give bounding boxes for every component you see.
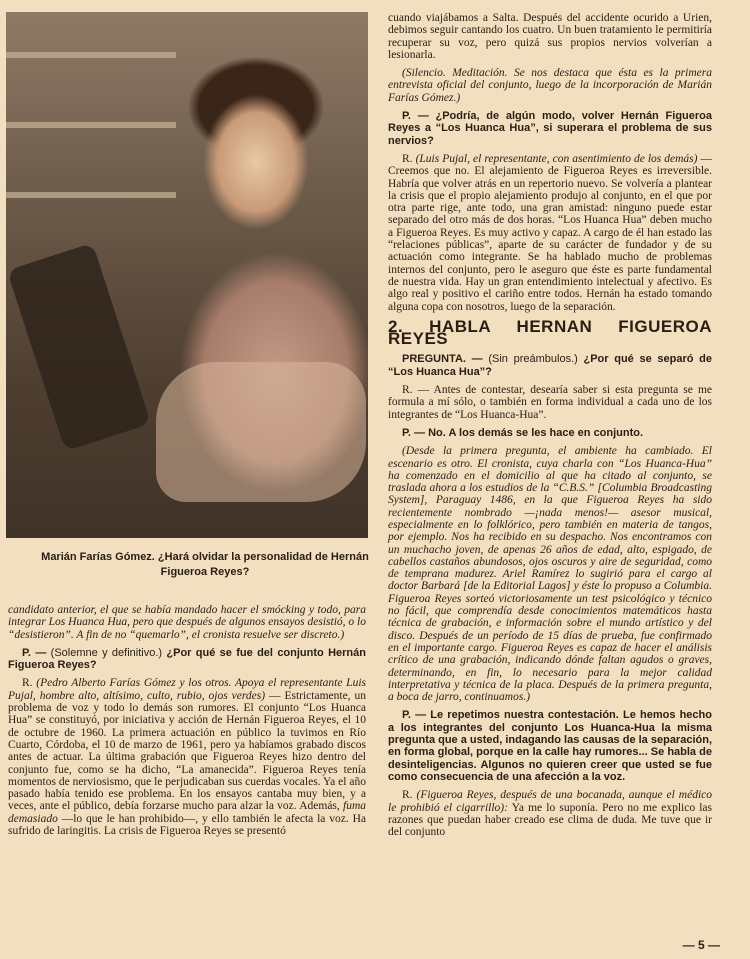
answer-aside: (Luis Pujal, el representante, con asentimiento de los demás): [415, 152, 698, 165]
question-label: PREGUNTA. —: [402, 353, 483, 366]
question-text: ¿Por qué se separó de “Los Huanca Hua”?: [388, 353, 712, 378]
answer-text: Ya me lo suponía. Pero no me explico las razones que puedan haber creado ese clima de duda. Me tuve que ir del conjunto: [388, 801, 712, 839]
paragraph: candidato anterior, el que se había mandado hacer el smócking y todo, para integrar Los Huanca Hua, pero que después de algunos ensayos desistió, o lo “desistieron”. A fin de no “quemarlo”, el cronista resuelve ser discreto.): [8, 604, 366, 641]
guitar-shape: [7, 243, 151, 452]
question-label: P. —: [22, 646, 47, 659]
right-column: [388, 12, 712, 844]
answer-label: R.: [22, 677, 33, 690]
question: [8, 647, 366, 672]
answer-label: R.: [402, 789, 413, 802]
bookshelf-shelf: [6, 122, 176, 128]
left-column: [8, 604, 366, 843]
answer-label: R.: [402, 152, 413, 165]
page-number: — 5 —: [682, 938, 720, 952]
bookshelf-shelf: [6, 52, 176, 58]
arm-shape: [156, 362, 366, 502]
question: P. — No. A los demás se les hace en conjunto.: [402, 426, 644, 439]
answer-text: — Estrictamente, un problema de voz y todo lo demás son rumores. El conjunto “Los Huanca Hua” se constituyó, por iniciativa y acción de Hernán Figueroa Reyes, el 10 de octubre de 1960. La primera actuación en público la tuvimos en Río Cuarto, Córdoba, el 10 de marzo de 1961, pero ya habíamos grabado discos antes de actuar. La última grabación que Figueroa Reyes hizo dentro del conjunto fue, como se ha dicho, “La amanecida”. Figueroa Reyes tenía momentos de nerviosismo, que le perjudicaban sus cuerdas vocales. Ya el año pasado había tenido ese problema. En los ensayos cantaba muy bien, y a veces, ante el público, debía forzarse mucho para alzar la voz. Además,: [8, 689, 367, 813]
question: P. — Le repetimos nuestra contestación. Le hemos hecho a los integrantes del conjunto Los Huanca-Hua la misma pregunta que a usted, indagando las causas de la separación, en forma global, porque en la calle hay rumores... Se habla de desinteligencias. Algunos no quieren creer que usted se fue como consecuencia de una afección a la voz.: [388, 709, 712, 783]
photo-caption: Marián Farías Gómez. ¿Hará olvidar la personalidad de Hernán Figueroa Reyes?: [41, 551, 369, 578]
answer-text-cont: —lo que le han prohibido—, y ello también le afecta la voz. Ha sufrido de laringitis. La crisis de Figueroa Reyes se presentó: [8, 812, 367, 838]
paragraph: cuando viajábamos a Salta. Después del accidente ocurido a Urien, debimos seguir cantando los cuatro. Un buen tratamiento le permitiría recuperar su voz, pero quizá sus propios nervios volverían a lesionarla.: [388, 12, 712, 61]
answer: R. — Antes de contestar, desearía saber si esta pregunta se me formula a mí sólo, o también en forma individual a cada uno de los integrantes de “Los Huanca-Hua”.: [388, 384, 712, 421]
answer: [388, 153, 712, 313]
section-heading: 2. HABLA HERNAN FIGUEROA REYES: [388, 316, 712, 349]
question-aside: (Solemne y definitivo.): [50, 646, 163, 659]
paragraph-aside: (Silencio. Meditación. Se nos destaca que ésta es la primera entrevista oficial del conjunto, luego de la incorporación de Marián Farías Gómez.): [388, 67, 712, 104]
paragraph-aside: (Desde la primera pregunta, el ambiente ha cambiado. El escenario es otro. El cronista, cuya charla con “Los Huanca-Hua” ha comenzado en el domicilio al que ha citado al conjunto, se traslada ahora a los estudios de la “C.B.S.” [Columbia Broadcasting System], Paraguay 1486, en la que Figueroa Reyes ha sido recientemente nombrado —¡nada menos!— asesor musical, especialmente en lo folklórico, pero también en materia de tangos, por ejemplo. Nos ha recibido en su despacho. Nos encontramos con un muchacho joven, de apenas 26 años de edad, alto, espigado, de cabellos castaños abundosos, ojos oscuros y aire de seguridad, como de temprana madurez. Ariel Ramírez lo sugirió para el cargo al doctor Barbará [de la Editorial Lagos] y éste lo propuso a Columbia. Figueroa Reyes sorteó victoriosamente un test psicológico y técnico no fácil, que comprendía desde conocimientos matemáticos hasta técnica de grabación, e información sobre el mundo artístico y del disco. Después de un período de 15 días de prueba, fue confirmado en el importante cargo. Figueroa Reyes es capaz de hacer el análisis crítico de una grabación, indicando dónde faltan agudos o graves, determinando, en fin, lo necesario para la mejor calidad interpretativa y técnica de la placa. Después de la primera pregunta, a boca de jarro, continuamos.): [388, 445, 712, 704]
portrait-photo: [6, 12, 368, 538]
answer: [8, 677, 366, 837]
answer-text: —Creemos que no. El alejamiento de Figueroa Reyes es irreversible. Habría que volver atrás en un repertorio nuevo. Se volvería a plantear la crisis que el propio alejamiento produjo al conjunto, en el que por otra parte rige, ante todo, una gran amistad: ninguno puede estar separado del otro más de dos horas. “Los Huanca Hua” deben mucho a Figueroa Reyes. Es muy activo y capaz. A cargo de él han estado las “relaciones públicas”, aparte de su carácter de fundador y de su actuación como integrante. Se ha hablado mucho de problemas internos del conjunto, pero le aseguro que éste es parte fundamental de nuestra vida. Hay un gran entendimiento intelectual y afectivo. Es algo real y positivo el cariño entre todos. Hernán ha estado tomando alguna copa con nosotros, luego de la separación.: [388, 152, 713, 313]
answer: [388, 789, 712, 838]
question: [388, 353, 712, 378]
answer-aside: (Pedro Alberto Farías Gómez y los otros. Apoya el representante Luis Pujal, hombre alto, altísimo, culto, rubio, ojos verdes): [8, 677, 366, 702]
question-aside: (Sin preámbulos.): [488, 353, 578, 366]
bookshelf-shelf: [6, 192, 176, 198]
question: P. — ¿Podría, de algún modo, volver Hernán Figueroa Reyes a “Los Huanca Hua”, si superara el problema de sus nervios?: [388, 110, 712, 147]
answer-aside: (Figueroa Reyes, después de una bocanada, aunque el médico le prohibió el cigarrillo):: [388, 789, 713, 814]
question-text: ¿Por qué se fue del conjunto Hernán Figueroa Reyes?: [8, 646, 366, 672]
answer-emphasis: fuma demasiado: [8, 800, 367, 825]
